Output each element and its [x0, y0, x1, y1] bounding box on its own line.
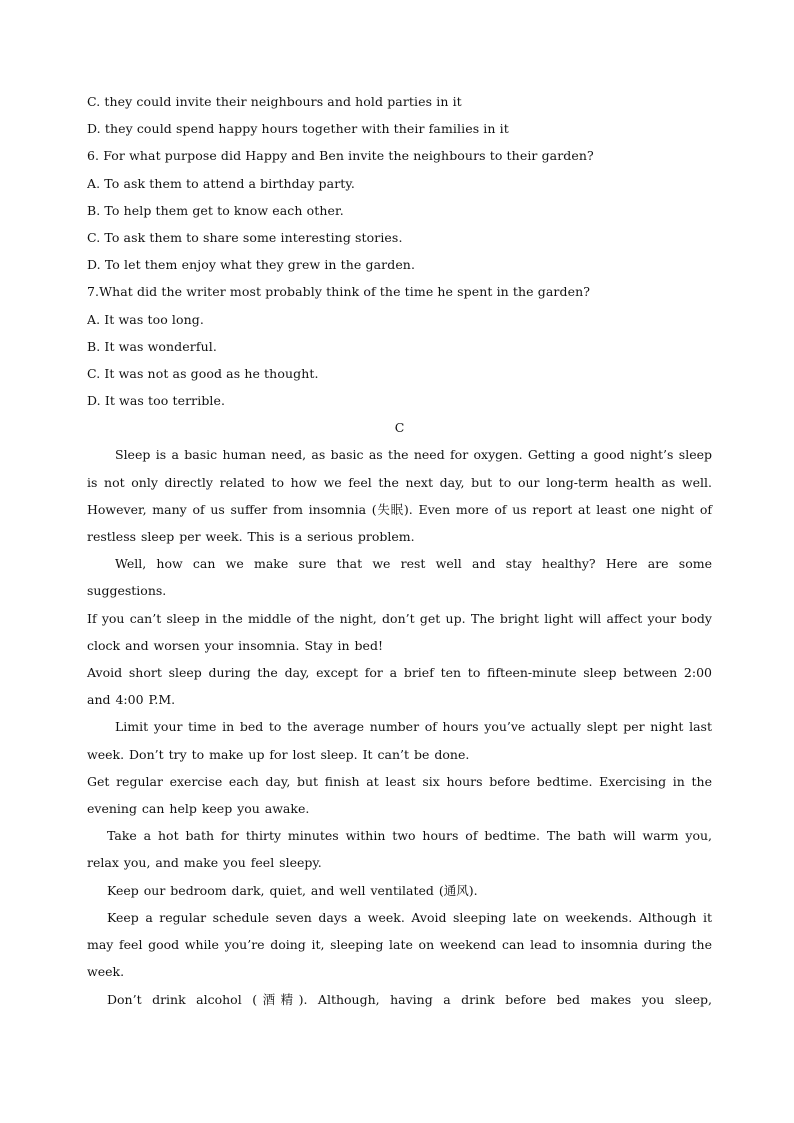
document-page — [87, 88, 712, 1013]
q6-option-c: C. To ask them to share some interesting stories. — [87, 229, 403, 245]
suggestion-paragraph-4: Get regular exercise each day, but finish at least six hours before bedtime. Exercising in the evening can help keep you awake. — [87, 773, 712, 817]
passage-heading: C — [394, 420, 405, 436]
suggestion-paragraph-6: Keep our bedroom dark, quiet, and well ventilated (通风). — [107, 882, 478, 898]
suggestion-paragraph-2: Avoid short sleep during the day, except for a brief ten to fifteen-minute sleep between 2:00 and 4:00 P.M. — [87, 665, 712, 708]
suggestion-paragraph-5: Take a hot bath for thirty minutes within two hours of bedtime. The bath will warm you, relax you, and make you feel sleepy. — [87, 828, 712, 871]
suggestion-paragraph-3: Limit your time in bed to the average number of hours you’ve actually slept per night last week. Don’t try to make up for lost sleep. It can’t be done. — [87, 719, 712, 762]
q7-option-d: D. It was too terrible. — [87, 393, 226, 409]
passage-paragraph-2: Well, how can we make sure that we rest well and stay healthy? Here are some suggestions. — [87, 556, 712, 599]
q7-option-a: A. It was too long. — [87, 311, 204, 327]
passage-paragraph-1: Sleep is a basic human need, as basic as the need for oxygen. Getting a good night’s sleep is not only directly related to how we feel the next day, but to our long-term health as well. However, many of us suffer from insomnia (失眠). Even more of us report at least one night of restless sleep per week. This is a serious problem. — [87, 447, 712, 545]
suggestion-paragraph-8: Don’t drink alcohol (酒精). Although, having a drink before bed makes you sleep, — [107, 991, 712, 1007]
q6-stem: 6. For what purpose did Happy and Ben invite the neighbours to their garden? — [87, 148, 594, 164]
q6-option-a: A. To ask them to attend a birthday party. — [87, 175, 355, 191]
q7-option-b: B. It was wonderful. — [87, 338, 217, 354]
q6-option-d: D. To let them enjoy what they grew in the garden. — [87, 257, 416, 273]
suggestion-paragraph-7: Keep a regular schedule seven days a week. Avoid sleeping late on weekends. Although it may feel good while you’re doing it, sleeping late on weekend can lead to insomnia during the week. — [87, 909, 712, 980]
q5-option-d: D. they could spend happy hours together with their families in it — [87, 121, 509, 137]
q5-option-c: C. they could invite their neighbours and hold parties in it — [87, 94, 462, 109]
suggestion-paragraph-1: If you can’t sleep in the middle of the night, don’t get up. The bright light will affect your body clock and worsen your insomnia. Stay in bed! — [87, 610, 712, 653]
q7-stem: 7.What did the writer most probably think of the time he spent in the garden? — [87, 284, 591, 300]
q6-option-b: B. To help them get to know each other. — [87, 202, 344, 218]
q7-option-c: C. It was not as good as he thought. — [87, 365, 319, 381]
